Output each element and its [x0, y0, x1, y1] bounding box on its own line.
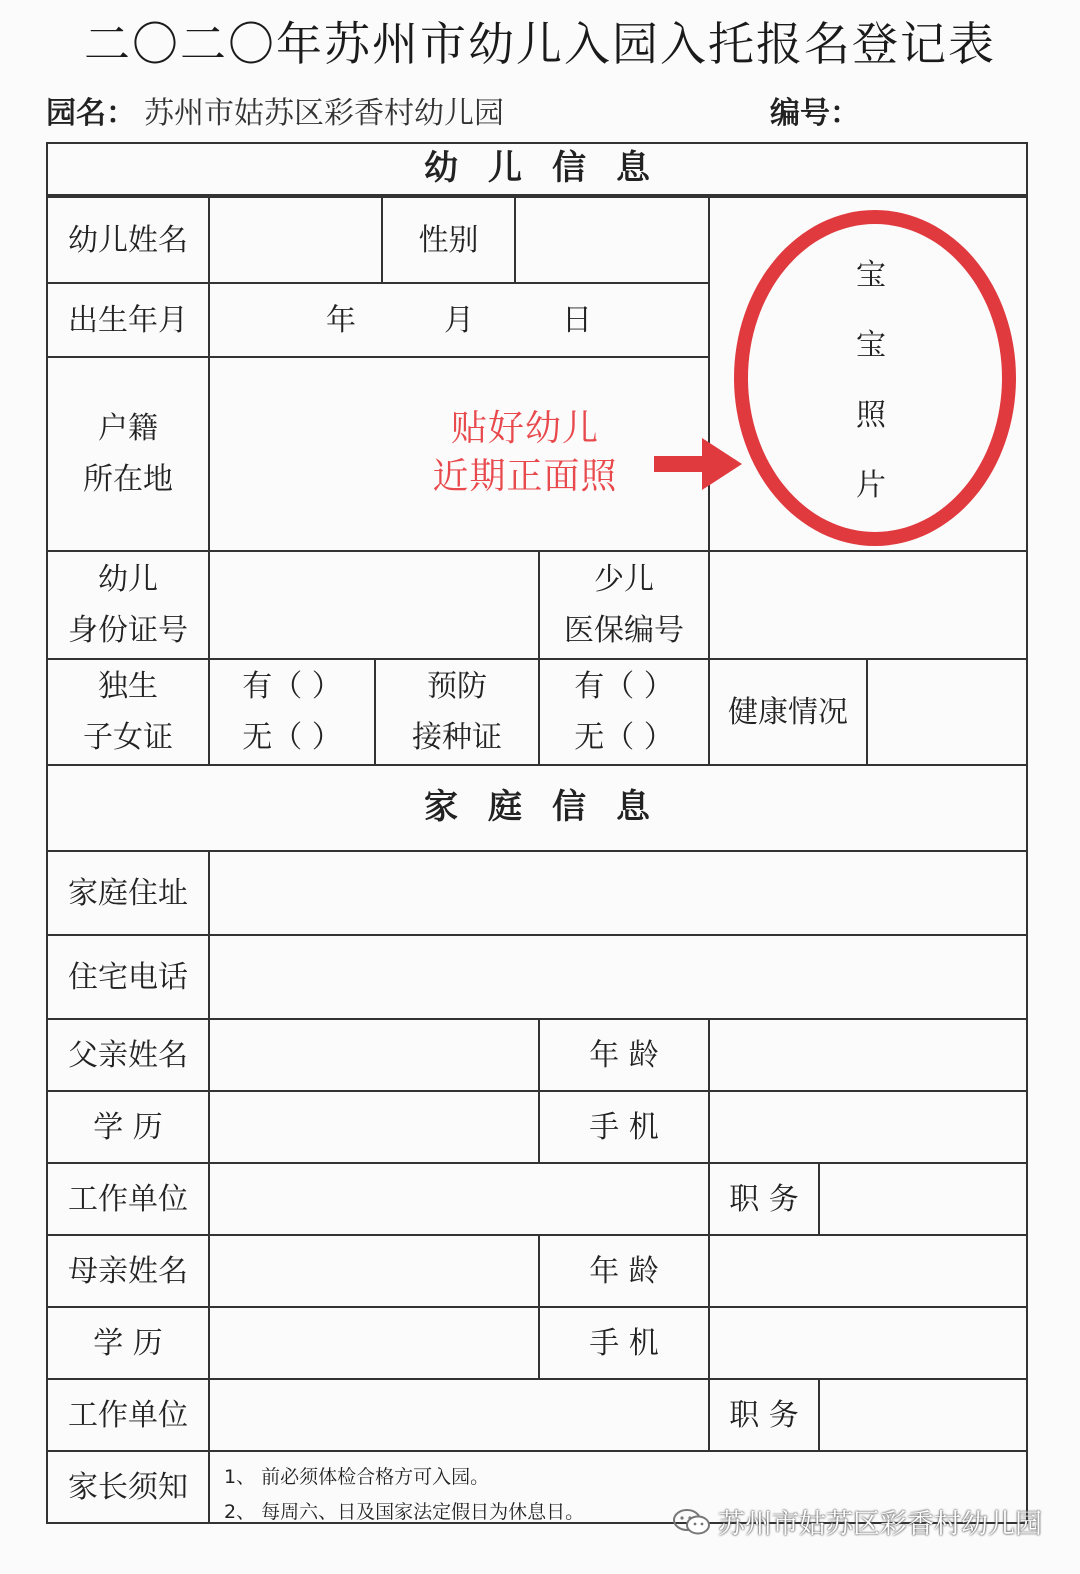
birth-date-field[interactable] [208, 282, 710, 358]
birth-day-label: 日 [562, 302, 592, 338]
number-label: 编号： [770, 96, 860, 131]
mother-mobile-label: 手 机 [538, 1306, 710, 1380]
birth-year-label: 年 [326, 302, 356, 338]
father-workplace-field[interactable] [208, 1162, 710, 1236]
health-field[interactable] [866, 658, 1028, 766]
mother-position-field[interactable] [818, 1378, 1028, 1452]
notice-label: 家长须知 [46, 1450, 210, 1524]
vaccine-label [374, 658, 540, 766]
birth-month-label: 月 [444, 302, 474, 338]
child-id-label-line1: 幼儿 [98, 562, 158, 597]
mother-workplace-label: 工作单位 [46, 1378, 210, 1452]
home-phone-field[interactable] [208, 934, 1028, 1020]
mother-workplace-field[interactable] [208, 1378, 710, 1452]
health-label: 健康情况 [708, 658, 868, 766]
vaccine-options[interactable] [538, 658, 710, 766]
child-id-field[interactable] [208, 550, 540, 660]
mother-name-field[interactable] [208, 1234, 540, 1308]
father-position-label: 职 务 [708, 1162, 820, 1236]
father-education-field[interactable] [208, 1090, 540, 1164]
insurance-label [538, 550, 710, 660]
father-age-label: 年 龄 [538, 1018, 710, 1092]
mother-education-label: 学 历 [46, 1306, 210, 1380]
vaccine-have-option[interactable]: 有（ ） [574, 669, 674, 704]
gender-label: 性别 [381, 196, 516, 284]
vaccine-none-option[interactable]: 无（ ） [574, 720, 674, 755]
father-education-label: 学 历 [46, 1090, 210, 1164]
mother-position-label: 职 务 [708, 1378, 820, 1452]
only-child-have-option[interactable]: 有（ ） [242, 669, 342, 704]
watermark [672, 1502, 1042, 1541]
child-id-label [46, 550, 210, 660]
hukou-label-line2: 所在地 [83, 462, 173, 497]
insurance-label-line1: 少儿 [594, 562, 654, 597]
photo-callout-line1: 贴好幼儿 [450, 408, 599, 449]
only-child-none-option[interactable]: 无（ ） [242, 720, 342, 755]
section-family-info: 家庭信息 [46, 764, 1028, 852]
notice-line-2: 2、 每周六、日及国家法定假日为休息日。 [224, 1501, 585, 1524]
father-position-field[interactable] [818, 1162, 1028, 1236]
only-child-label-line1: 独生 [98, 669, 158, 704]
birth-label: 出生年月 [46, 282, 210, 358]
number-line [770, 88, 868, 132]
home-phone-label: 住宅电话 [46, 934, 210, 1020]
mother-name-label: 母亲姓名 [46, 1234, 210, 1308]
kindergarten-line [46, 88, 504, 132]
father-name-label: 父亲姓名 [46, 1018, 210, 1092]
father-name-field[interactable] [208, 1018, 540, 1092]
hukou-label-line1: 户籍 [98, 411, 158, 446]
kindergarten-label: 园名： [46, 96, 136, 131]
vaccine-label-line1: 预防 [427, 669, 487, 704]
mother-education-field[interactable] [208, 1306, 540, 1380]
father-age-field[interactable] [708, 1018, 1028, 1092]
section-child-info: 幼儿信息 [46, 142, 1028, 196]
mother-age-label: 年 龄 [538, 1234, 710, 1308]
photo-char-4: 片 [856, 468, 886, 503]
kindergarten-name: 苏州市姑苏区彩香村幼儿园 [144, 96, 504, 131]
mother-mobile-field[interactable] [708, 1306, 1028, 1380]
form-title: 二〇二〇年苏州市幼儿入园入托报名登记表 [84, 17, 996, 71]
photo-char-1: 宝 [856, 258, 886, 293]
father-workplace-label: 工作单位 [46, 1162, 210, 1236]
only-child-label [46, 658, 210, 766]
mother-age-field[interactable] [708, 1234, 1028, 1308]
photo-char-2: 宝 [856, 328, 886, 363]
address-label: 家庭住址 [46, 850, 210, 936]
insurance-label-line2: 医保编号 [564, 613, 684, 648]
only-child-options[interactable] [208, 658, 376, 766]
gender-field[interactable] [514, 196, 710, 284]
wechat-icon [672, 1507, 712, 1537]
photo-callout [405, 405, 645, 501]
hukou-label [46, 356, 210, 552]
arrow-right-icon [650, 434, 746, 494]
notice-line-1: 1、 前必须体检合格方可入园。 [224, 1466, 490, 1488]
vaccine-label-line2: 接种证 [412, 720, 502, 755]
father-mobile-field[interactable] [708, 1090, 1028, 1164]
child-name-label: 幼儿姓名 [46, 196, 210, 284]
photo-highlight-circle [734, 210, 1016, 546]
child-name-field[interactable] [208, 196, 383, 284]
photo-char-3: 照 [856, 398, 886, 433]
father-mobile-label: 手 机 [538, 1090, 710, 1164]
insurance-field[interactable] [708, 550, 1028, 660]
only-child-label-line2: 子女证 [83, 720, 173, 755]
child-id-label-line2: 身份证号 [68, 613, 188, 648]
watermark-text: 苏州市姑苏区彩香村幼儿园 [718, 1509, 1042, 1540]
address-field[interactable] [208, 850, 1028, 936]
photo-callout-line2: 近期正面照 [432, 456, 618, 497]
